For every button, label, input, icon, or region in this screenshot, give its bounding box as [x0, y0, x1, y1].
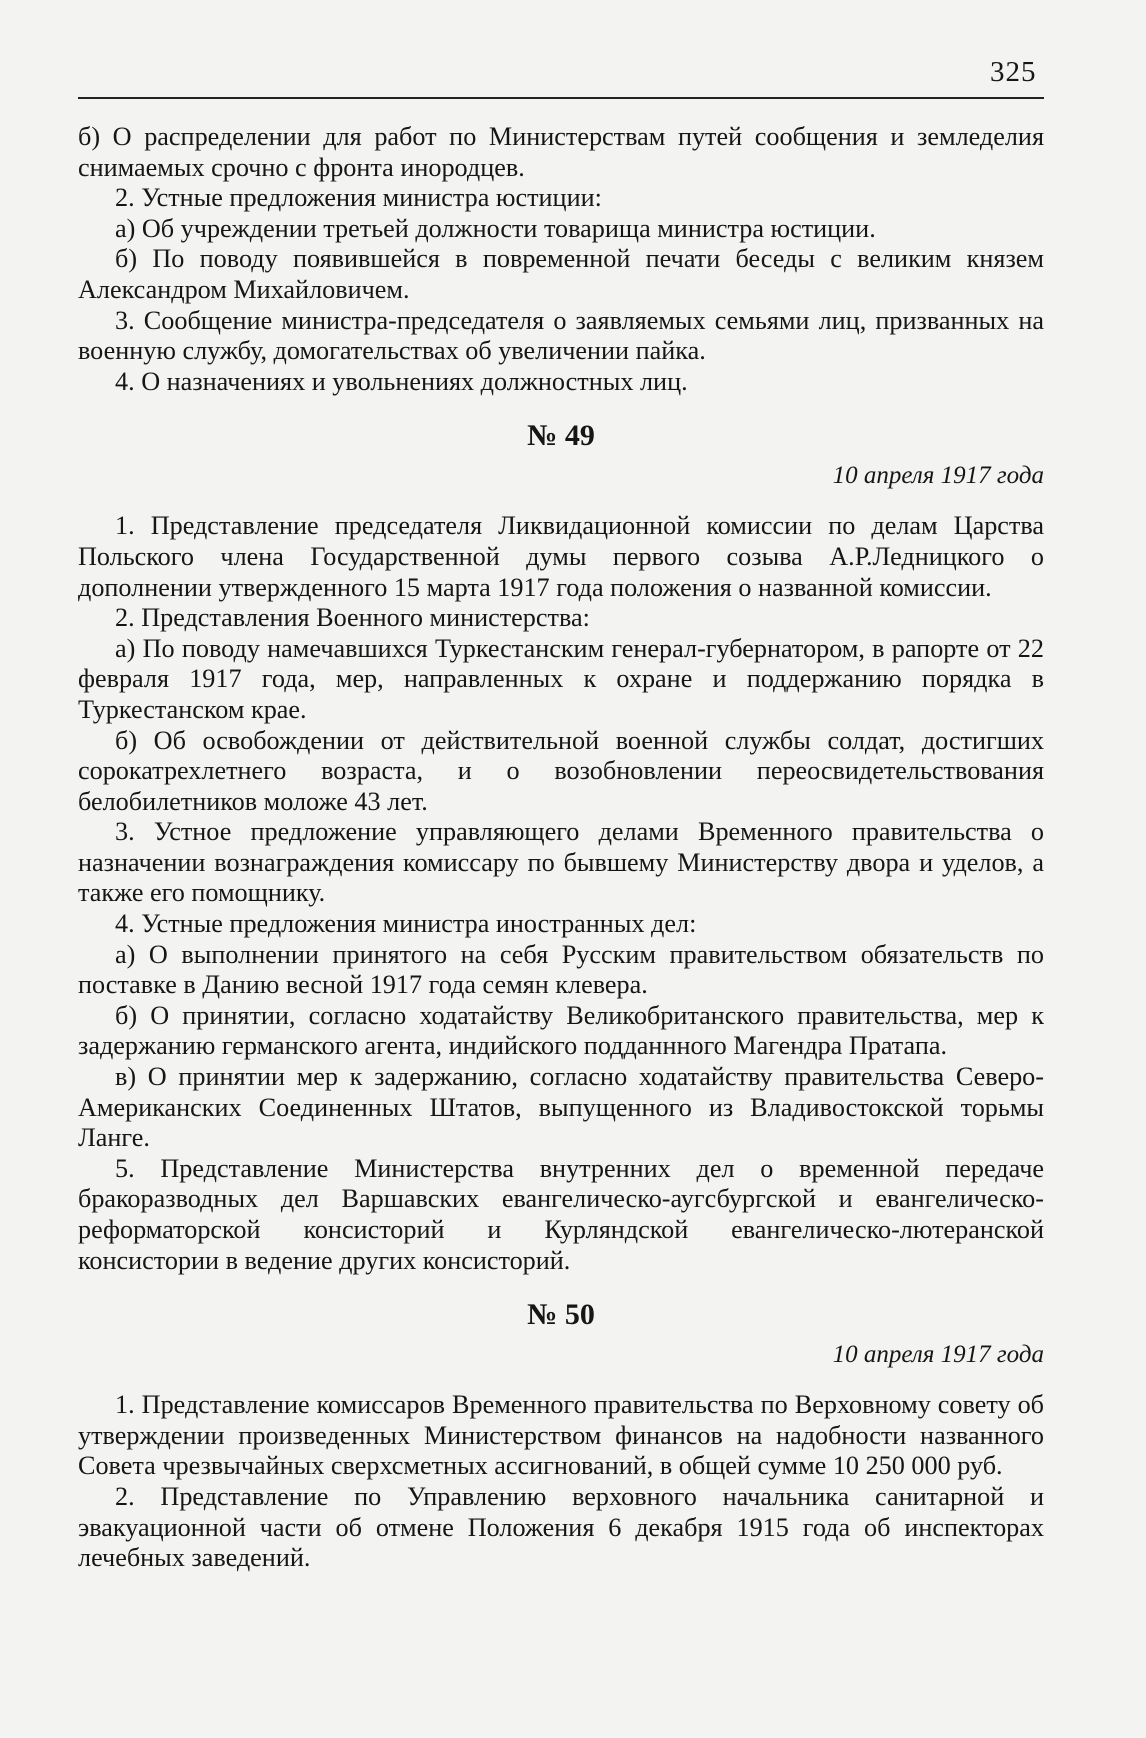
- section-49-paragraph: а) О выполнении принятого на себя Русским правительством обязательств по поставке в Данию весной 1917 года семян клевера.: [78, 939, 1044, 1000]
- section-49-paragraph: б) Об освобождении от действительной военной службы солдат, достигших сорокатрехлетнего возраста, и о возобновлении переосвидетельствования белобилетников моложе 43 лет.: [78, 725, 1044, 816]
- section-heading-49: № 49: [527, 419, 595, 453]
- section-50-paragraph: 2. Представление по Управлению верховного начальника санитарной и эвакуационной части об отмене Положения 6 декабря 1915 года об инспекторах лечебных заведений.: [78, 1481, 1044, 1573]
- section-49-paragraph: б) О принятии, согласно ходатайству Великобританского правительства, мер к задержанию германского агента, индийского подданнного Магендра Пратапа.: [78, 1000, 1044, 1061]
- section-49-paragraph: 2. Представления Военного министерства:: [115, 603, 590, 633]
- page-number: 325: [990, 56, 1037, 88]
- intro-paragraph: а) Об учреждении третьей должности товарища министра юстиции.: [115, 213, 876, 243]
- intro-paragraph: б) О распределении для работ по Министерствам путей сообщения и земледелия снимаемых срочно с фронта инородцев.: [78, 122, 1044, 182]
- section-date-50: 10 апреля 1917 года: [832, 1341, 1044, 1369]
- section-49-paragraph: 4. Устные предложения министра иностранных дел:: [115, 909, 697, 939]
- section-50-paragraph: 1. Представление комиссаров Временного правительства по Верховному совету об утверждении произведенных Министерством финансов на надобности названного Совета чрезвычайных сверхсметных ассигнований, в общей сумме 10 250 000 руб.: [78, 1390, 1044, 1481]
- section-heading-50: № 50: [527, 1298, 595, 1332]
- section-49-paragraph: 1. Представление председателя Ликвидационной комиссии по делам Царства Польского члена Государственной думы первого созыва А.Р.Ледницкого о дополнении утвержденного 15 марта 1917 года положения о названной комиссии.: [78, 511, 1044, 602]
- intro-paragraph: 4. О назначениях и увольнениях должностных лиц.: [115, 366, 688, 396]
- header-rule: [78, 97, 1044, 99]
- intro-paragraph: 3. Сообщение министра-председателя о заявляемых семьями лиц, призванных на военную службу, домогательствах об увеличении пайка.: [78, 305, 1044, 366]
- section-49-paragraph: 3. Устное предложение управляющего делами Временного правительства о назначении вознаграждения комиссару по бывшему Министерству двора и уделов, а также его помощнику.: [78, 817, 1044, 908]
- intro-paragraph: б) По поводу появившейся в повременной печати беседы с великим князем Александром Михайловичем.: [78, 244, 1044, 304]
- intro-paragraph: 2. Устные предложения министра юстиции:: [115, 183, 602, 213]
- section-49-paragraph: в) О принятии мер к задержанию, согласно ходатайству правительства Северо-Американских Соединенных Штатов, выпущенного из Владивостокской торьмы Ланге.: [78, 1062, 1044, 1153]
- section-date-49: 10 апреля 1917 года: [832, 462, 1044, 490]
- section-49-paragraph: 5. Представление Министерства внутренних дел о временной передаче бракоразводных дел Варшавских евангелическо-аугсбургской и евангелическо-реформаторской консисторий и Курляндской евангелическо-лютеранской консистории в ведение других консисторий.: [78, 1153, 1044, 1275]
- section-49-paragraph: а) По поводу намечавшихся Туркестанским генерал-губернатором, в рапорте от 22 февраля 1917 года, мер, направленных к охране и поддержанию порядка в Туркестанском крае.: [78, 633, 1044, 724]
- page-content: [78, 122, 1044, 1574]
